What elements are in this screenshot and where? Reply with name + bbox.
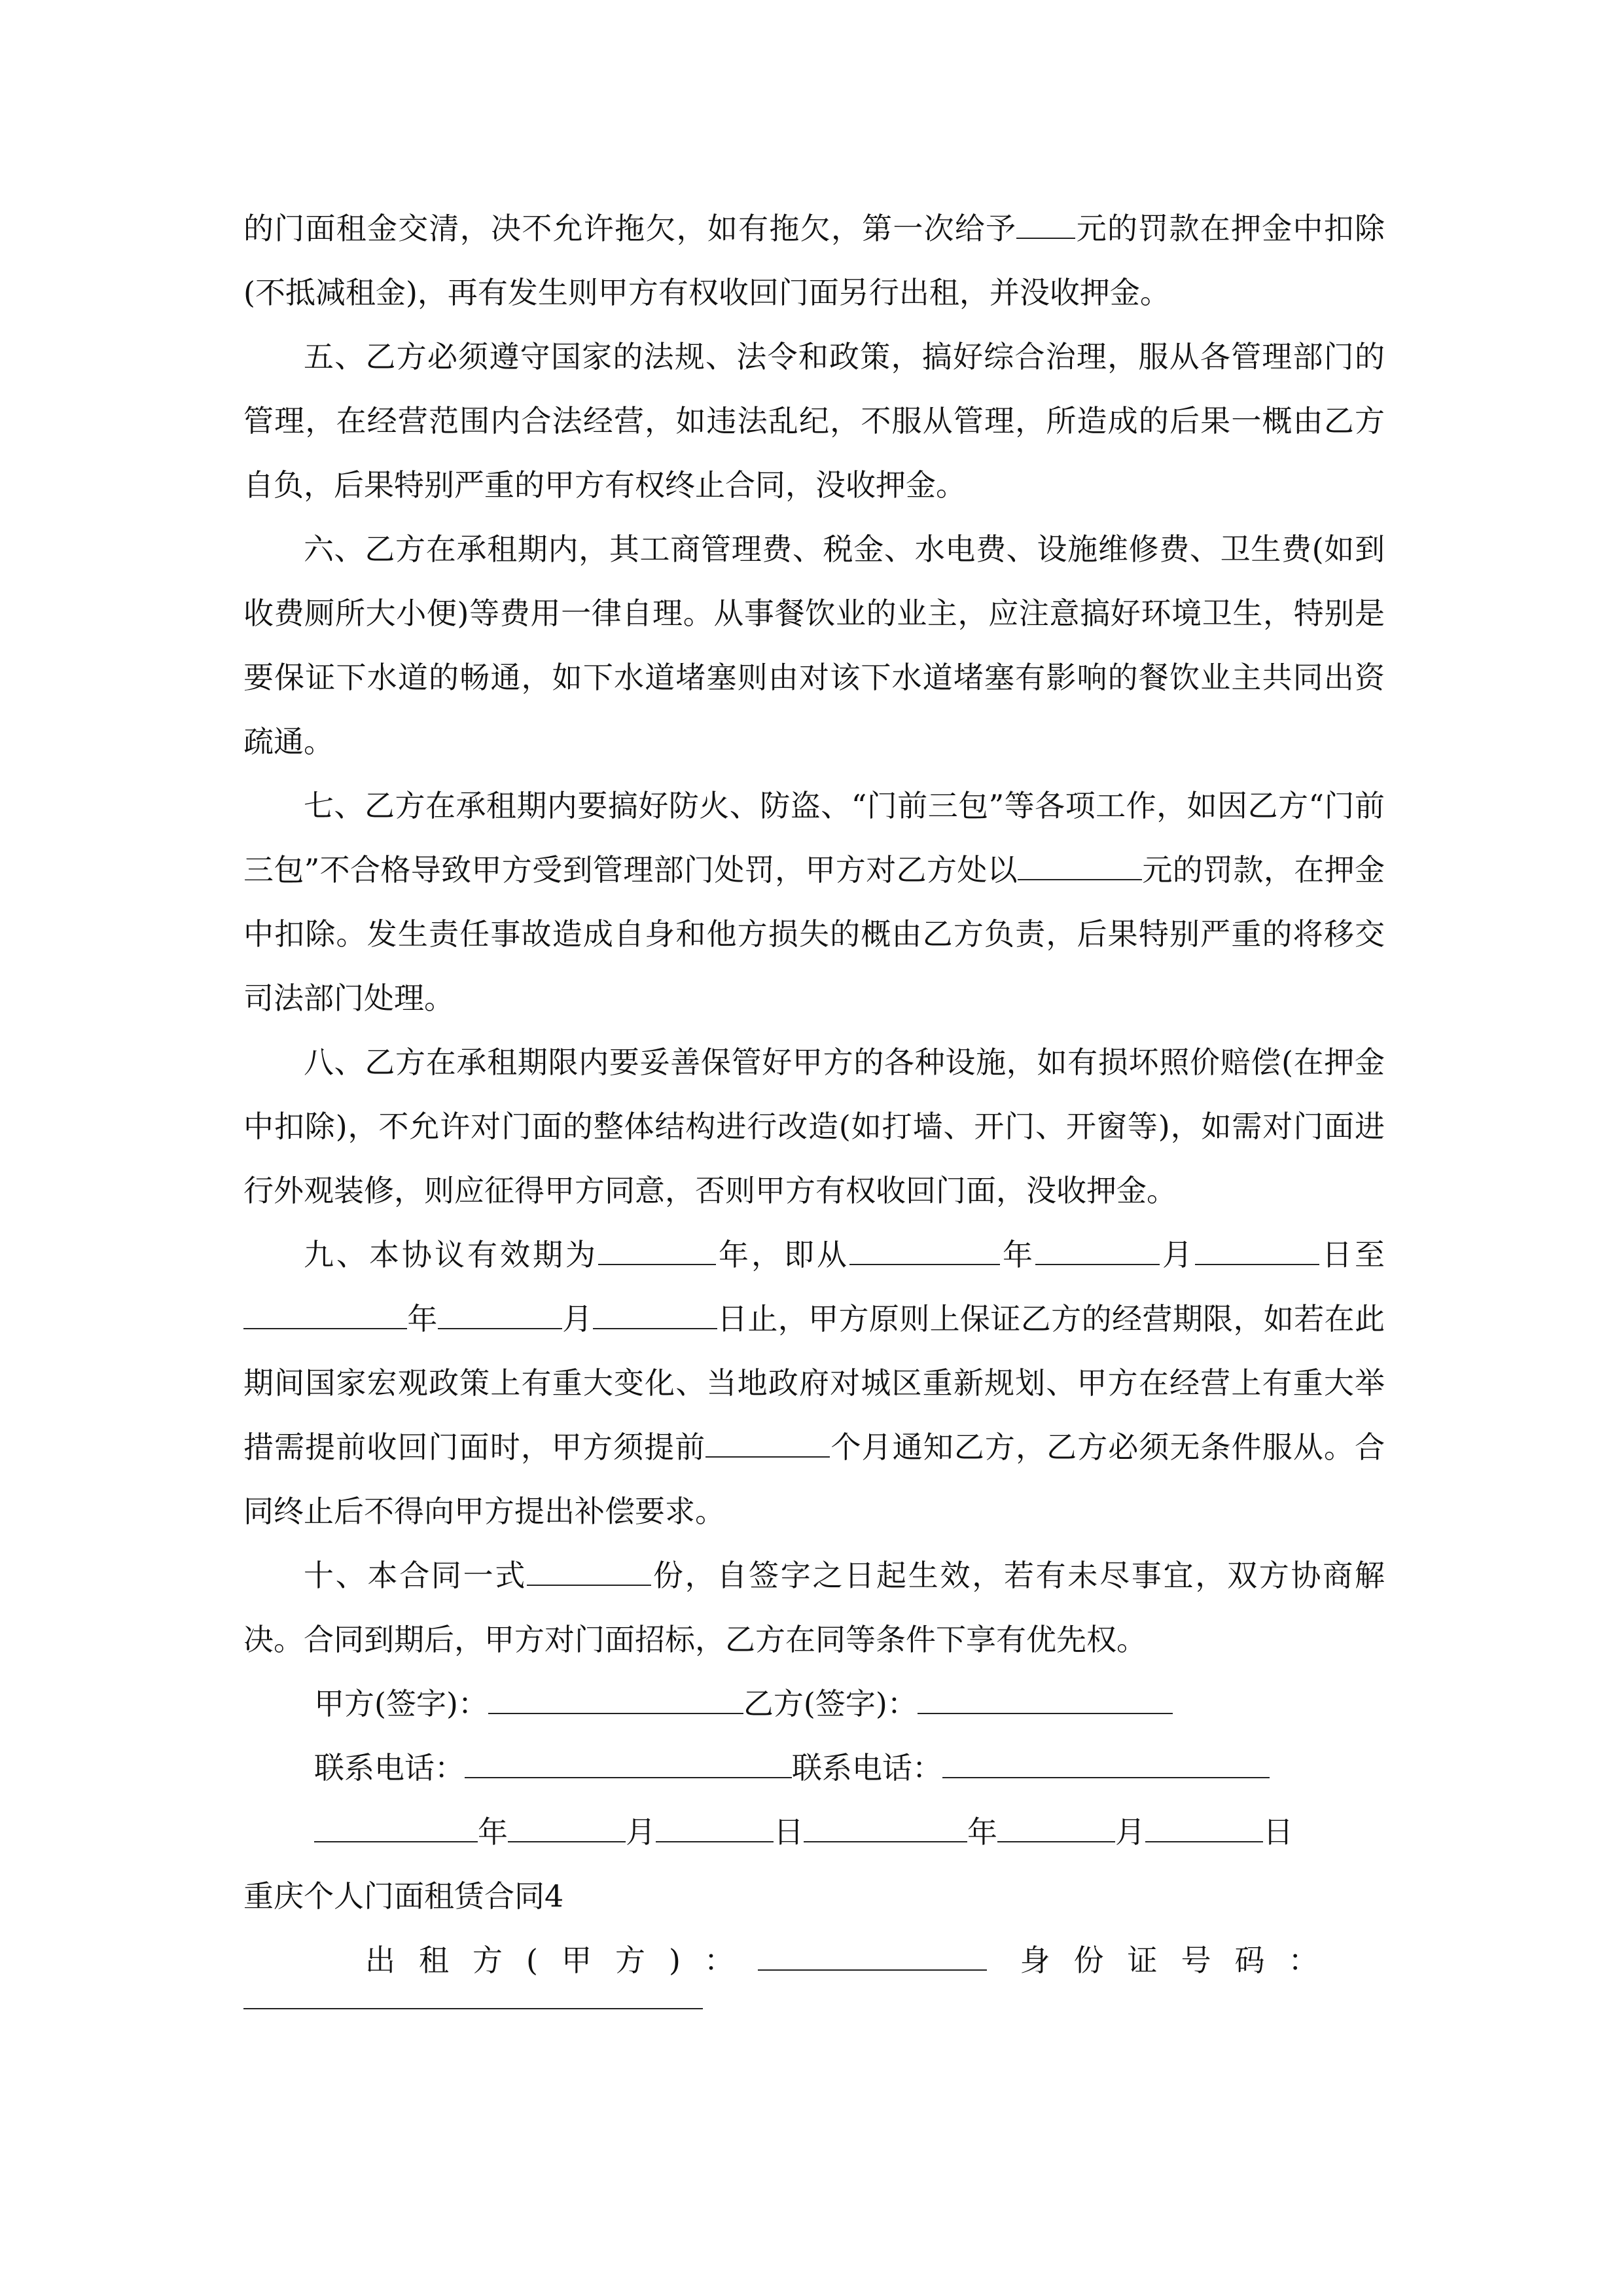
clause-text: 年 (1000, 1237, 1035, 1272)
month-label: 月 (626, 1814, 656, 1850)
clause-six: 六、乙方在承租期内，其工商管理费、税金、水电费、设施维修费、卫生费(如到收费厕所大小便)等费用一律自理。从事餐饮业的业主，应注意搞好环境卫生，特别是要保证下水道的畅通，如下水道堵塞则由对该下水道堵塞有影响的餐饮业主共同出资疏通。 (243, 531, 1385, 759)
penalty-amount-blank (1018, 853, 1142, 880)
day-label: 日 (1263, 1814, 1293, 1850)
fine-amount-blank (1016, 211, 1075, 239)
start-month-blank (1035, 1238, 1160, 1265)
party-b-phone-label: 联系电话： (792, 1750, 942, 1785)
clause-text: 份，自签字之日起生效，若有未尽事宜，双方协商解决。合同到期后，甲方对门面招标，乙方在同等条件下享有优先权。 (243, 1558, 1385, 1657)
clause-ten (243, 1543, 1385, 1672)
end-year-blank (243, 1302, 407, 1329)
clause-text: 月 (562, 1301, 593, 1336)
id-number-label: 身份证号码： (1020, 1943, 1342, 1978)
party-a-sign-label: 甲方(签字)： (314, 1686, 488, 1721)
party-a-sign-blank (488, 1687, 743, 1714)
lessor-row (243, 1928, 1385, 1992)
party-b-year-blank (804, 1815, 967, 1842)
party-b-day-blank (1145, 1815, 1263, 1842)
start-year-blank (849, 1238, 1000, 1265)
end-day-blank (593, 1302, 717, 1329)
clause-text: 年，即从 (716, 1237, 849, 1272)
party-b-phone-blank (942, 1751, 1270, 1778)
party-b-sign-label: 乙方(签字)： (743, 1686, 918, 1721)
term-years-blank (598, 1238, 716, 1265)
notice-months-blank (705, 1430, 830, 1458)
clause-four-continued (243, 196, 1385, 325)
party-b-month-blank (997, 1815, 1115, 1842)
clause-text: 年 (407, 1301, 438, 1336)
lessor-label: 出租方(甲方)： (365, 1943, 758, 1978)
party-a-day-blank (656, 1815, 774, 1842)
lessor-blank (758, 1943, 987, 1971)
party-a-phone-blank (465, 1751, 792, 1778)
year-label: 年 (478, 1814, 508, 1850)
clause-text: 的门面租金交清，决不允许拖欠，如有拖欠，第一次给予 (243, 211, 1017, 246)
clause-seven (243, 774, 1385, 1030)
clause-text: 元的罚款在押金中扣除(不抵减租金)，再有发生则甲方有权收回门面另行出租，并没收押金。 (243, 211, 1385, 310)
month-label: 月 (1115, 1814, 1145, 1850)
party-b-sign-blank (918, 1687, 1173, 1714)
party-a-year-blank (314, 1815, 478, 1842)
clause-eight: 八、乙方在承租期限内要妥善保管好甲方的各种设施，如有损坏照价赔偿(在押金中扣除)，不允许对门面的整体结构进行改造(如打墙、开门、开窗等)，如需对门面进行外观装修，则应征得甲方同意，否则甲方有权收回门面，没收押金。 (243, 1045, 1385, 1208)
clause-nine (243, 1223, 1385, 1543)
next-contract-title: 重庆个人门面租赁合同4 (243, 1878, 564, 1914)
id-number-blank (243, 2008, 703, 2009)
copies-blank (527, 1558, 651, 1586)
clause-text: 日止，甲方原则上保证乙方的经营期限，如若在此期间国家宏观政策上有重大变化、当地政府对城区重新规划、甲方在经营上有重大举措需提前收回门面时，甲方须提前 (243, 1301, 1385, 1465)
party-a-month-blank (508, 1815, 626, 1842)
contract-body (243, 196, 1385, 2009)
clause-text: 日至 (1319, 1237, 1385, 1272)
signature-row (243, 1672, 1385, 1736)
clause-text: 九、本协议有效期为 (304, 1237, 598, 1272)
party-a-phone-label: 联系电话： (314, 1750, 465, 1785)
clause-text: 七、乙方在承租期内要搞好防火、防盗、“门前三包”等各项工作，如因乙方“门前三包”不合格导致甲方受到管理部门处罚，甲方对乙方处以 (243, 788, 1385, 888)
clause-five: 五、乙方必须遵守国家的法规、法令和政策，搞好综合治理，服从各管理部门的管理，在经营范围内合法经营，如违法乱纪，不服从管理，所造成的后果一概由乙方自负，后果特别严重的甲方有权终止合同，没收押金。 (243, 339, 1385, 503)
end-month-blank (438, 1302, 562, 1329)
clause-text: 十、本合同一式 (304, 1558, 527, 1593)
day-label: 日 (774, 1814, 804, 1850)
year-label: 年 (967, 1814, 997, 1850)
start-day-blank (1195, 1238, 1319, 1265)
clause-text: 个月通知乙方，乙方必须无条件服从。合同终止后不得向甲方提出补偿要求。 (243, 1429, 1385, 1529)
phone-row (243, 1736, 1385, 1800)
date-row (243, 1800, 1385, 1864)
clause-text: 月 (1160, 1237, 1195, 1272)
clause-text: 元的罚款，在押金中扣除。发生责任事故造成自身和他方损失的概由乙方负责，后果特别严重的将移交司法部门处理。 (243, 852, 1385, 1016)
